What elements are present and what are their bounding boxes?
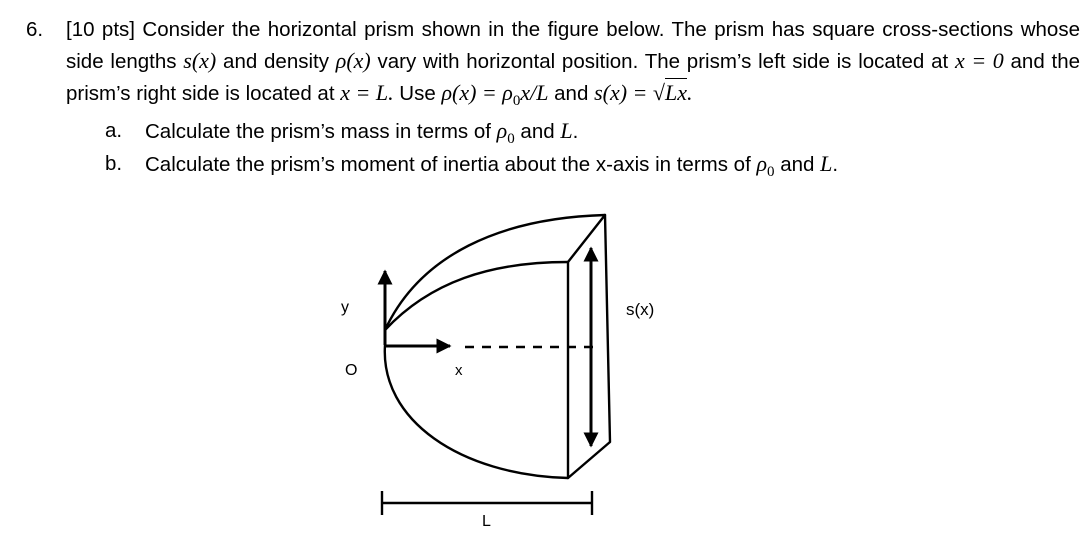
length-variable: L: [820, 151, 833, 176]
part-text: Calculate the prism’s moment of inertia about the x-axis in terms of: [145, 153, 757, 176]
part-end: .: [572, 120, 579, 143]
part-text: Calculate the prism’s mass in terms of: [145, 120, 497, 143]
length-variable: L: [560, 118, 573, 143]
part-label: b.: [105, 152, 123, 175]
length-dimension: [382, 491, 592, 515]
rho-subscript: 0: [767, 164, 775, 180]
statement-text: and the prism’s right side is located at: [66, 50, 1081, 105]
part-end: .: [832, 153, 839, 176]
part-label: a.: [105, 119, 123, 142]
left-side-equation: x = 0: [954, 48, 1004, 73]
density-formula-subscript: 0: [512, 93, 521, 109]
density-formula-lhs: ρ(x) = ρ: [441, 80, 513, 105]
y-axis-label: y: [341, 299, 349, 316]
density-formula-rhs: x/L: [520, 80, 549, 105]
statement-text: Consider the horizontal prism shown in the figure below. The prism has square cross-sections whose side lengths: [66, 18, 1080, 73]
side-length-formula-lhs: s(x) =: [594, 80, 653, 105]
x-axis-label: x: [455, 362, 463, 379]
right-side-equation: x = L.: [340, 80, 394, 105]
sqrt-radicand: Lx: [664, 80, 687, 105]
sqrt-symbol: √: [652, 80, 665, 105]
density-expression: ρ(x): [335, 48, 371, 73]
problem-number: 6.: [26, 18, 44, 41]
prism-top-outer-curve: [385, 215, 605, 330]
side-length-label: s(x): [626, 300, 655, 319]
rho-subscript: 0: [507, 131, 515, 147]
side-length-expression: s(x): [183, 48, 217, 73]
points-label: [10 pts]: [66, 18, 135, 41]
rho-symbol: ρ: [496, 118, 508, 143]
part-text: and: [514, 120, 561, 143]
prism-top-inner-curve: [385, 262, 568, 330]
rho-symbol: ρ: [756, 151, 768, 176]
length-label: L: [482, 513, 491, 530]
statement-text: and: [548, 82, 595, 105]
statement-text: Use: [393, 82, 442, 105]
origin-label: O: [345, 362, 358, 379]
statement-text: and density: [216, 50, 336, 73]
prism-bottom-curve: [385, 345, 568, 478]
side-length-formula-end: .: [686, 80, 693, 105]
part-text: and: [774, 153, 821, 176]
statement-text: vary with horizontal position. The prism’s left side is located at: [370, 50, 955, 73]
